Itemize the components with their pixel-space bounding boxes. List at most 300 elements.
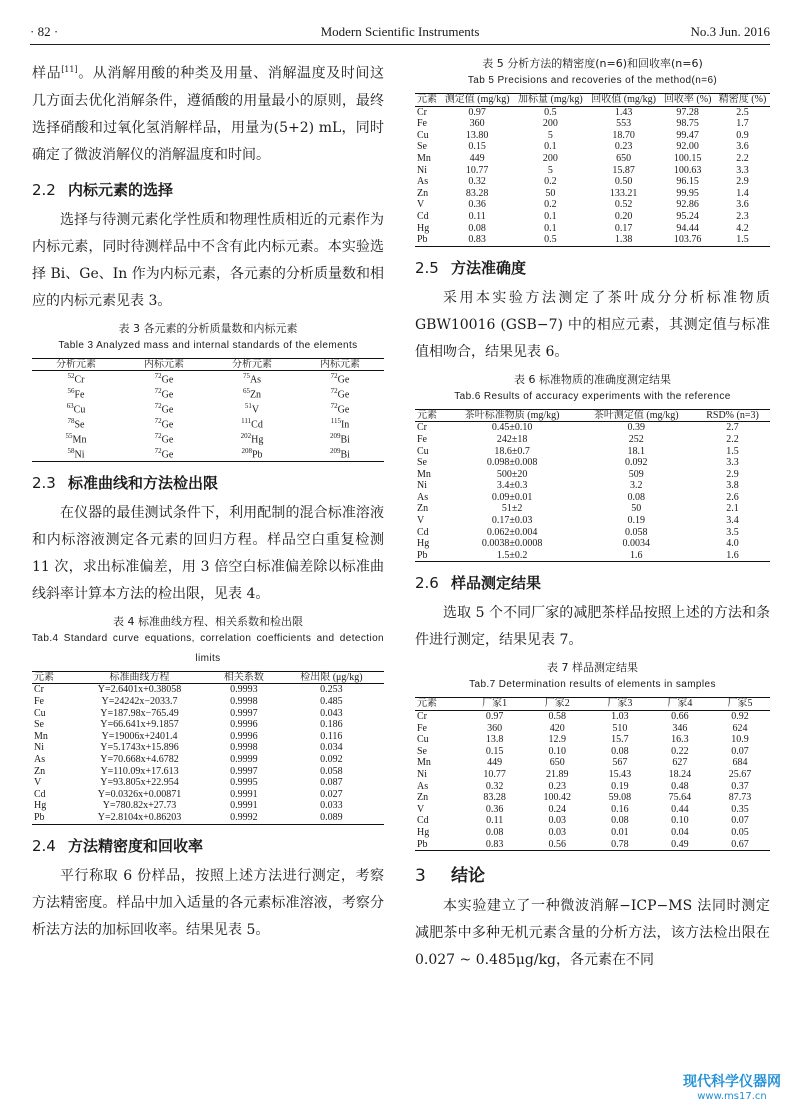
table-row (415, 223, 770, 235)
table-header-cell: 厂家5 (710, 698, 770, 711)
table-cell: 1.5 (726, 445, 739, 457)
table-row (415, 503, 770, 515)
table-5 (415, 93, 770, 247)
table-cell: 10.77 (465, 164, 489, 176)
table-cell: Zn (417, 503, 429, 515)
table-cell: Cr (417, 422, 427, 434)
table-cell: 0.32 (485, 780, 504, 792)
table-row (415, 165, 770, 177)
table-cell: 1.43 (614, 106, 633, 118)
table-cell: 0.5 (544, 106, 557, 118)
table-row (415, 757, 770, 769)
table-cell: 567 (612, 757, 628, 769)
table-6-caption-en: Tab.6 Results of accuracy experiments with the reference (454, 390, 731, 402)
table-cell: 94.44 (676, 222, 699, 234)
table-cell: 2.2 (726, 433, 739, 445)
table-cell: Pb (417, 234, 428, 246)
table-cell: 92.86 (676, 199, 699, 211)
table-cell: 0.78 (611, 838, 629, 850)
table-row (32, 742, 384, 754)
table-cell: V (417, 515, 425, 527)
table-cell: Hg (34, 800, 47, 812)
table-cell: 0.116 (320, 730, 343, 742)
table-cell: $^{52}$Cr (67, 372, 85, 386)
table-header-cell: RSD% (n=3) (695, 409, 770, 422)
table-cell: 0.08 (627, 491, 646, 503)
table-cell: Y=5.1743x+15.896 (100, 742, 179, 754)
table-cell: 0.1 (544, 141, 557, 153)
table-cell: 0.11 (468, 210, 486, 222)
site-watermark: 现代科学仪器网 www.ms17.cn (683, 1074, 781, 1102)
table-cell: $^{72}$Ge (154, 446, 174, 461)
table-cell: Fe (34, 695, 44, 707)
table-header-cell: 分析元素 (32, 358, 120, 371)
table-cell: 2.6 (726, 491, 739, 503)
table-header-cell: 厂家4 (650, 698, 710, 711)
table-cell: 0.66 (671, 711, 689, 723)
table-cell: 0.05 (731, 826, 749, 838)
table-cell: Se (417, 457, 427, 469)
table-cell: 0.9997 (230, 765, 258, 777)
table-cell: 0.485 (320, 695, 343, 707)
table-cell: 0.0034 (622, 538, 651, 550)
table-cell: 18.70 (612, 129, 635, 141)
table-cell: 18.1 (627, 445, 646, 457)
table-cell: 3.4±0.3 (496, 480, 528, 492)
table-cell: Cu (417, 129, 429, 141)
table-cell: 650 (616, 152, 632, 164)
intro-paragraph: 样品[11]。从消解用酸的种类及用量、消解温度及时间这几方面去优化消解条件，遵循酸的用量最小的原则，最终选择硝酸和过氧化氢消解样品，用量为(5+2) mL，同时确定了微波消解仪的消解温度和时间。 (32, 65, 385, 163)
table-header-cell: 分析元素 (208, 358, 296, 371)
table-cell: 0.062±0.004 (486, 526, 538, 538)
table-cell: Cu (417, 734, 429, 746)
page-number: · 82 · (30, 24, 59, 39)
table-cell: Fe (417, 433, 427, 445)
table-cell: As (417, 176, 429, 188)
table-cell: 51±2 (501, 503, 523, 515)
table-cell: Ni (417, 164, 427, 176)
table-cell: $^{75}$As (242, 372, 262, 386)
table-cell: 0.5 (544, 234, 557, 246)
table-cell: Fe (417, 118, 427, 130)
table-cell: Cr (417, 711, 427, 723)
table-header-cell: 茶叶标准物质 (mg/kg) (447, 409, 578, 422)
table-cell: 13.80 (465, 129, 489, 141)
table-row (415, 434, 770, 446)
table-cell: 0.087 (320, 777, 343, 789)
table-cell: 553 (616, 118, 632, 130)
table-cell: 0.098±0.008 (486, 457, 538, 469)
table-cell: 0.97 (485, 711, 504, 723)
table-cell: 83.28 (465, 187, 489, 199)
table-cell: 3.2 (630, 480, 643, 492)
table-6-caption-cn: 表 6 标准物质的准确度测定结果 (514, 372, 671, 386)
table-cell: 0.20 (614, 210, 633, 222)
table-cell: 0.83 (485, 838, 504, 850)
table-row (415, 469, 770, 481)
table-row (415, 457, 770, 469)
table-cell: Hg (417, 826, 430, 838)
table-cell: 0.23 (548, 780, 567, 792)
table-cell: Zn (34, 765, 46, 777)
table-cell: 1.4 (736, 187, 749, 199)
table-cell: As (34, 753, 46, 765)
table-row (32, 766, 384, 778)
table-cell: 0.01 (611, 826, 629, 838)
table-cell: 0.17 (614, 222, 633, 234)
table-cell: 449 (487, 757, 503, 769)
table-cell: Pb (417, 838, 428, 850)
table-cell: Mn (417, 468, 431, 480)
table-cell: Mn (417, 152, 431, 164)
table-header-cell: 元素 (415, 94, 441, 107)
table-cell: 50 (631, 503, 642, 515)
table-cell: 0.92 (731, 711, 749, 723)
table-header-cell: 回收值 (mg/kg) (587, 94, 660, 107)
table-cell: Ni (417, 480, 427, 492)
table-cell: 449 (469, 152, 485, 164)
table-cell: Pb (417, 549, 428, 561)
section-2-6-heading: 2.6 样品测定结果 (415, 574, 542, 593)
table-cell: 0.9992 (230, 811, 258, 823)
table-cell: $^{202}$Hg (240, 431, 264, 446)
table-cell: 18.24 (668, 769, 692, 780)
table-cell: 103.76 (673, 234, 702, 246)
table-cell: 1.5±0.2 (496, 549, 528, 561)
table-cell: 0.089 (320, 811, 343, 823)
table-cell: $^{72}$Ge (330, 402, 350, 416)
table-cell: Cd (417, 526, 429, 538)
table-cell: 0.23 (614, 141, 633, 153)
table-cell: 83.28 (483, 792, 506, 804)
table-cell: 133.21 (609, 187, 638, 199)
table-row (415, 723, 770, 735)
table-cell: 0.97 (468, 106, 486, 118)
section-2-3-heading: 2.3 标准曲线和方法检出限 (32, 473, 219, 492)
table-cell: $^{78}$Se (67, 417, 85, 431)
table-cell: 16.3 (671, 734, 689, 746)
table-cell: 2.9 (736, 176, 749, 188)
table-cell: $^{72}$Ge (154, 417, 174, 431)
table-cell: 0.058 (320, 765, 343, 777)
table-row (32, 789, 384, 801)
table-cell: 50 (545, 187, 556, 199)
table-cell: $^{65}$Zn (242, 387, 262, 401)
table-cell: Cd (417, 210, 429, 222)
table-cell: 0.10 (671, 815, 689, 827)
table-cell: 500±20 (496, 468, 528, 480)
table-cell: Y=2.6401x+0.38058 (97, 684, 182, 696)
table-cell: 360 (487, 722, 503, 734)
table-cell: 0.11 (486, 815, 504, 827)
table-row (415, 176, 770, 188)
table-row (415, 746, 770, 758)
table-cell: 0.9996 (230, 719, 258, 731)
table-cell: Y=24242x−2033.7 (101, 695, 178, 707)
table-cell: 75.64 (668, 792, 692, 804)
table-cell: 59.08 (608, 792, 632, 804)
table-cell: 3.6 (736, 199, 749, 211)
table-cell: 1.6 (630, 549, 643, 561)
table-cell: 509 (628, 468, 644, 480)
table-row (415, 781, 770, 793)
table-header-cell: 精密度 (%) (715, 94, 770, 107)
table-cell: V (417, 199, 425, 211)
table-cell: $^{72}$Ge (330, 387, 350, 401)
table-cell: 0.08 (468, 222, 486, 234)
table-row (415, 527, 770, 539)
table-row (415, 234, 770, 246)
table-cell: Y=2.8104x+0.86203 (97, 811, 182, 823)
table-cell: $^{208}$Pb (241, 446, 263, 461)
table-7-caption-en: Tab.7 Determination results of elements in samples (469, 679, 716, 691)
table-cell: 3.4 (726, 515, 739, 527)
table-cell: 3.3 (736, 164, 749, 176)
table-cell: 1.5 (736, 234, 749, 246)
table-cell: 4.0 (726, 538, 739, 550)
table-cell: 0.092 (320, 753, 343, 765)
table-cell: $^{58}$Ni (67, 446, 85, 461)
table-cell: Ni (34, 742, 44, 754)
table-cell: Zn (417, 792, 429, 804)
table-cell: 0.15 (485, 745, 504, 757)
table-cell: Y=0.0326x+0.00871 (97, 788, 182, 800)
table-cell: 0.9991 (230, 800, 258, 812)
table-cell: 0.9991 (230, 788, 258, 800)
table-cell: 0.07 (731, 745, 749, 757)
table-cell: 0.186 (320, 719, 343, 731)
table-cell: 0.0038±0.0008 (481, 538, 543, 550)
section-2-2-heading: 2.2 内标元素的选择 (32, 180, 174, 199)
table-cell: $^{55}$Mn (65, 431, 87, 446)
table-header-cell: 元素 (32, 671, 70, 684)
table-row (32, 708, 384, 720)
table-row (415, 199, 770, 211)
table-cell: 0.9995 (230, 777, 258, 789)
table-row (32, 800, 384, 812)
table-cell: $^{63}$Cu (66, 402, 86, 416)
table-cell: 98.75 (676, 118, 699, 130)
section-2-4-paragraph: 平行称取 6 份样品，按照上述方法进行测定，考察方法精密度。样品中加入适量的各元素标准溶液，考察分析法方法的加标回收率。结果见表 5。 (32, 867, 384, 938)
table-cell: Mn (417, 757, 431, 769)
journal-title: Modern Scientific Instruments (320, 24, 480, 39)
table-cell: $^{72}$Ge (154, 431, 174, 446)
table-cell: 0.027 (320, 788, 343, 800)
table-cell: Y=780.82x+27.73 (102, 800, 177, 812)
table-cell: 99.95 (676, 187, 699, 199)
table-cell: 627 (672, 757, 688, 769)
table-cell: 15.87 (612, 164, 635, 176)
table-cell: 0.52 (614, 199, 633, 211)
table-cell: 0.67 (731, 838, 749, 850)
table-row (32, 696, 384, 708)
table-cell: Y=110.09x+17.613 (100, 765, 179, 777)
table-cell: 3.8 (726, 480, 739, 492)
table-cell: 15.43 (608, 769, 632, 780)
section-2-6-paragraph: 选取 5 个不同厂家的减肥茶样品按照上述的方法和条件进行测定，结果见表 7。 (415, 605, 770, 649)
table-cell: Cu (34, 707, 46, 719)
table-row (32, 401, 384, 416)
table-row (32, 416, 384, 431)
table-cell: $^{72}$Ge (330, 372, 350, 386)
page-header (30, 22, 770, 45)
table-row (415, 550, 770, 562)
table-3-caption-en: Table 3 Analyzed mass and internal standards of the elements (58, 339, 358, 351)
table-header-cell: 元素 (415, 409, 447, 422)
table-cell: Se (417, 745, 427, 757)
table-cell: 18.6±0.7 (494, 445, 530, 457)
table-cell: 92.00 (676, 141, 699, 153)
table-4 (32, 671, 384, 825)
table-cell: 0.1 (544, 210, 557, 222)
table-row (415, 446, 770, 458)
table-cell: 1.38 (614, 234, 633, 246)
table-cell: 0.15 (468, 141, 486, 153)
table-header-cell: 茶叶测定值 (mg/kg) (578, 409, 696, 422)
table-row (415, 130, 770, 142)
table-row (415, 815, 770, 827)
table-cell: 87.73 (728, 792, 752, 804)
table-cell: $^{72}$Ge (154, 372, 174, 386)
table-6 (415, 409, 770, 563)
issue-info: No.3 Jun. 2016 (690, 24, 770, 39)
table-cell: 0.08 (611, 815, 629, 827)
table-cell: $^{115}$In (330, 417, 350, 431)
table-cell: 10.77 (483, 769, 506, 780)
table-cell: 10.9 (731, 734, 749, 746)
table-cell: 0.36 (485, 803, 504, 815)
table-row (32, 719, 384, 731)
section-2-5-paragraph: 采用本实验方法测定了茶叶成分分析标准物质 GBW10016 (GSB−7) 中的相应元素，其测定值与标准值相吻合，结果见表 6。 (415, 289, 770, 360)
table-row (32, 431, 384, 446)
table-cell: Zn (417, 187, 429, 199)
table-cell: 0.03 (548, 815, 567, 827)
table-cell: 96.15 (676, 176, 699, 188)
table-cell: 15.7 (611, 734, 629, 746)
table-cell: 0.9993 (230, 684, 258, 696)
table-header-cell: 内标元素 (120, 358, 208, 371)
table-cell: 100.15 (673, 152, 702, 164)
table-row (415, 827, 770, 839)
table-cell: 0.45±0.10 (491, 422, 533, 434)
table-cell: 0.19 (611, 780, 629, 792)
table-cell: 0.39 (627, 422, 646, 434)
table-cell: 2.5 (736, 106, 749, 118)
table-cell: 0.1 (544, 222, 557, 234)
table-cell: $^{111}$Cd (241, 417, 263, 431)
table-cell: 0.37 (731, 780, 749, 792)
table-3 (32, 358, 384, 462)
table-cell: V (417, 803, 425, 815)
table-cell: 0.058 (625, 526, 648, 538)
table-cell: 0.9999 (230, 753, 258, 765)
table-7 (415, 697, 770, 851)
table-row (415, 211, 770, 223)
table-cell: 420 (549, 722, 565, 734)
table-cell: Se (417, 141, 427, 153)
table-cell: 97.28 (676, 106, 699, 118)
table-cell: 0.16 (611, 803, 629, 815)
table-cell: V (34, 777, 42, 789)
section-2-2-paragraph: 选择与待测元素化学性质和物理性质相近的元素作为内标元素，同时待测样品中不含有此内标元素。本实验选择 Bi、Ge、In 作为内标元素，各元素的分析质量数和相应的内标元素见表 3。 (32, 211, 384, 309)
table-cell: 0.9998 (230, 695, 258, 707)
table-cell: 650 (549, 757, 565, 769)
table-cell: 0.9997 (230, 707, 258, 719)
table-cell: 1.7 (736, 118, 749, 130)
table-row (32, 777, 384, 789)
table-cell: 4.2 (736, 222, 749, 234)
table-cell: Cd (417, 815, 429, 827)
table-cell: 0.033 (320, 800, 343, 812)
section-3-heading: 3 结论 (415, 866, 485, 887)
table-cell: 2.9 (726, 468, 739, 480)
table-row (415, 734, 770, 746)
table-row (415, 804, 770, 816)
table-row (32, 386, 384, 401)
table-cell: 0.17±0.03 (491, 515, 533, 527)
table-cell: Cr (417, 106, 427, 118)
table-cell: 346 (672, 722, 688, 734)
table-cell: 0.9 (736, 129, 749, 141)
table-cell: 0.36 (468, 199, 486, 211)
table-5-caption-cn: 表 5 分析方法的精密度(n=6)和回收率(n=6) (482, 57, 703, 70)
table-cell: 0.034 (320, 742, 343, 754)
table-row (415, 711, 770, 723)
table-header-cell: 加标量 (mg/kg) (514, 94, 587, 107)
table-cell: $^{209}$Bi (330, 446, 350, 461)
table-cell: 95.24 (676, 210, 699, 222)
table-cell: 21.89 (546, 769, 569, 780)
table-cell: 0.9998 (230, 742, 258, 754)
table-cell: 0.08 (485, 826, 504, 838)
section-2-3-paragraph: 在仪器的最佳测试条件下，利用配制的混合标准溶液和内标溶液测定各元素的回归方程。样品空白重复检测 11 次，求出标准偏差，用 3 倍空白标准偏差除以标准曲线斜率计算本方法的检出限，见表 4。 (32, 504, 384, 602)
table-row (32, 446, 384, 461)
table-cell: 0.09±0.01 (491, 491, 533, 503)
table-cell: 1.03 (611, 711, 629, 723)
table-cell: 510 (612, 722, 628, 734)
table-cell: 0.10 (548, 745, 567, 757)
table-cell: 200 (542, 118, 558, 130)
table-row (415, 769, 770, 781)
table-cell: 1.6 (726, 549, 739, 561)
table-cell: Ni (417, 769, 427, 780)
table-cell: 252 (628, 433, 644, 445)
table-header-cell: 检出限 (μg/kg) (279, 671, 384, 684)
table-cell: 0.44 (671, 803, 689, 815)
table-cell: 0.58 (548, 711, 567, 723)
table-cell: 2.2 (736, 152, 749, 164)
table-cell: 242±18 (496, 433, 528, 445)
table-cell: Fe (417, 722, 427, 734)
table-cell: 0.092 (625, 457, 648, 469)
table-cell: Cd (34, 788, 46, 800)
table-cell: 2.1 (726, 503, 739, 515)
table-row (32, 684, 384, 696)
table-cell: 0.043 (320, 707, 343, 719)
table-7-caption-cn: 表 7 样品测定结果 (547, 661, 638, 675)
table-row (415, 118, 770, 130)
table-cell: $^{209}$Bi (330, 431, 350, 446)
table-cell: Y=19006x+2401.4 (101, 730, 178, 742)
table-row (415, 141, 770, 153)
table-cell: 0.2 (544, 199, 557, 211)
table-cell: $^{72}$Ge (154, 387, 174, 401)
table-row (415, 480, 770, 492)
table-cell: As (417, 780, 429, 792)
table-row (415, 839, 770, 851)
table-cell: Y=187.98x−765.49 (100, 707, 179, 719)
table-cell: Se (34, 719, 44, 731)
